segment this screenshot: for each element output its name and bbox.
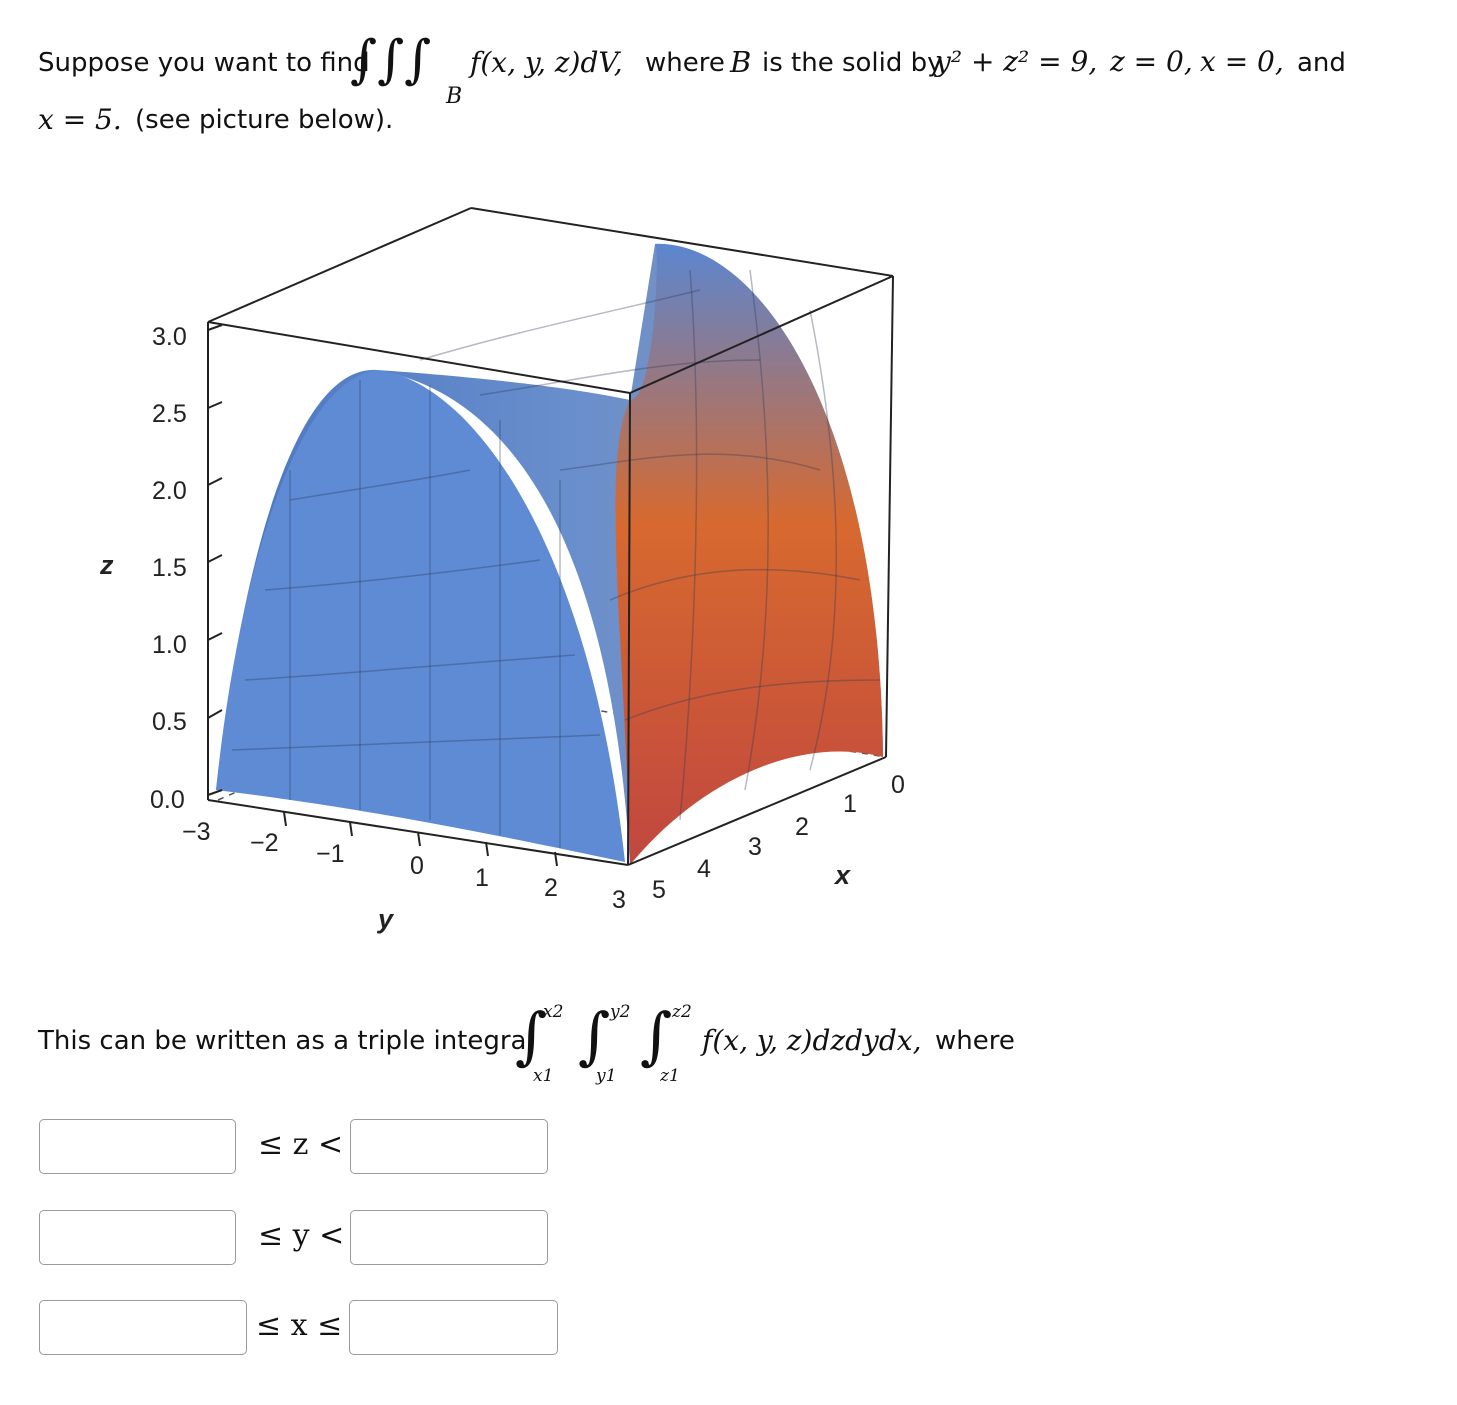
x-tick-label: 0 — [891, 771, 905, 799]
y-lower-limit: y1 — [596, 1066, 617, 1086]
y-lower-bound-input[interactable] — [39, 1210, 236, 1265]
z-upper-bound-input[interactable] — [350, 1119, 548, 1174]
see-picture-text: (see picture below). — [135, 105, 394, 135]
integrand-expression: f(x, y, z)dV, — [470, 46, 623, 79]
z-tick-label: 2.0 — [152, 477, 187, 505]
y-tick-label: −2 — [250, 829, 279, 857]
z-lower-bound-input[interactable] — [39, 1119, 236, 1174]
equation-x5: x = 5. — [38, 103, 122, 136]
y-tick-label: −1 — [316, 840, 345, 868]
triple-where-text: where — [935, 1026, 1015, 1056]
triple-integrand: f(x, y, z)dzdydx, — [702, 1024, 922, 1057]
x-inequality: ≤ x ≤ — [256, 1308, 343, 1343]
z-tick-label: 0.0 — [150, 786, 185, 814]
z-upper-limit: z2 — [672, 1002, 692, 1022]
integral-sign-x: ∫ — [515, 999, 548, 1072]
equation-x0: x = 0, — [1200, 45, 1284, 78]
z-lower-limit: z1 — [660, 1066, 680, 1086]
x-upper-bound-input[interactable] — [349, 1300, 558, 1355]
where-text: where — [645, 48, 725, 78]
integral-sign-y: ∫ — [578, 999, 611, 1072]
z-tick-label: 0.5 — [152, 708, 187, 736]
triple-integral-sign: ∫∫∫ — [350, 30, 432, 90]
y-upper-bound-input[interactable] — [350, 1210, 548, 1265]
z-tick-label: 2.5 — [152, 400, 187, 428]
x-tick-label: 4 — [697, 855, 711, 883]
solid-var: B — [730, 45, 752, 79]
z-axis-label: z — [100, 550, 114, 580]
and-text: and — [1297, 48, 1346, 78]
y-tick-label: 0 — [410, 852, 424, 880]
triple-integral-intro: This can be written as a triple integral — [38, 1026, 534, 1056]
x-lower-limit: x1 — [533, 1066, 554, 1086]
solid-3d-plot — [0, 150, 960, 950]
x-tick-label: 2 — [795, 813, 809, 841]
integral-sign-z: ∫ — [640, 999, 673, 1072]
equation-cylinder: y² + z² = 9, — [935, 45, 1098, 78]
y-axis-label: y — [378, 904, 394, 934]
y-upper-limit: y2 — [610, 1002, 631, 1022]
x-upper-limit: x2 — [543, 1002, 564, 1022]
y-tick-label: 2 — [544, 874, 558, 902]
z-axis-ticks — [208, 325, 222, 795]
x-axis-label: x — [835, 860, 851, 890]
solid-description: is the solid by — [762, 48, 943, 78]
x-tick-label: 3 — [748, 833, 762, 861]
cylinder-side-surface — [615, 244, 883, 865]
problem-intro: Suppose you want to find — [38, 48, 370, 78]
equation-z0: z = 0, — [1110, 45, 1193, 78]
y-inequality: ≤ y < — [258, 1218, 345, 1253]
y-tick-label: 1 — [475, 864, 489, 892]
y-tick-label: −3 — [182, 818, 211, 846]
x-lower-bound-input[interactable] — [39, 1300, 247, 1355]
z-tick-label: 1.5 — [152, 554, 187, 582]
x-tick-label: 1 — [843, 790, 857, 818]
x-tick-label: 5 — [652, 876, 666, 904]
solid-subscript: B — [446, 84, 463, 109]
z-tick-label: 3.0 — [152, 323, 187, 351]
z-inequality: ≤ z < — [258, 1127, 344, 1162]
y-tick-label: 3 — [612, 886, 626, 914]
z-tick-label: 1.0 — [152, 631, 187, 659]
